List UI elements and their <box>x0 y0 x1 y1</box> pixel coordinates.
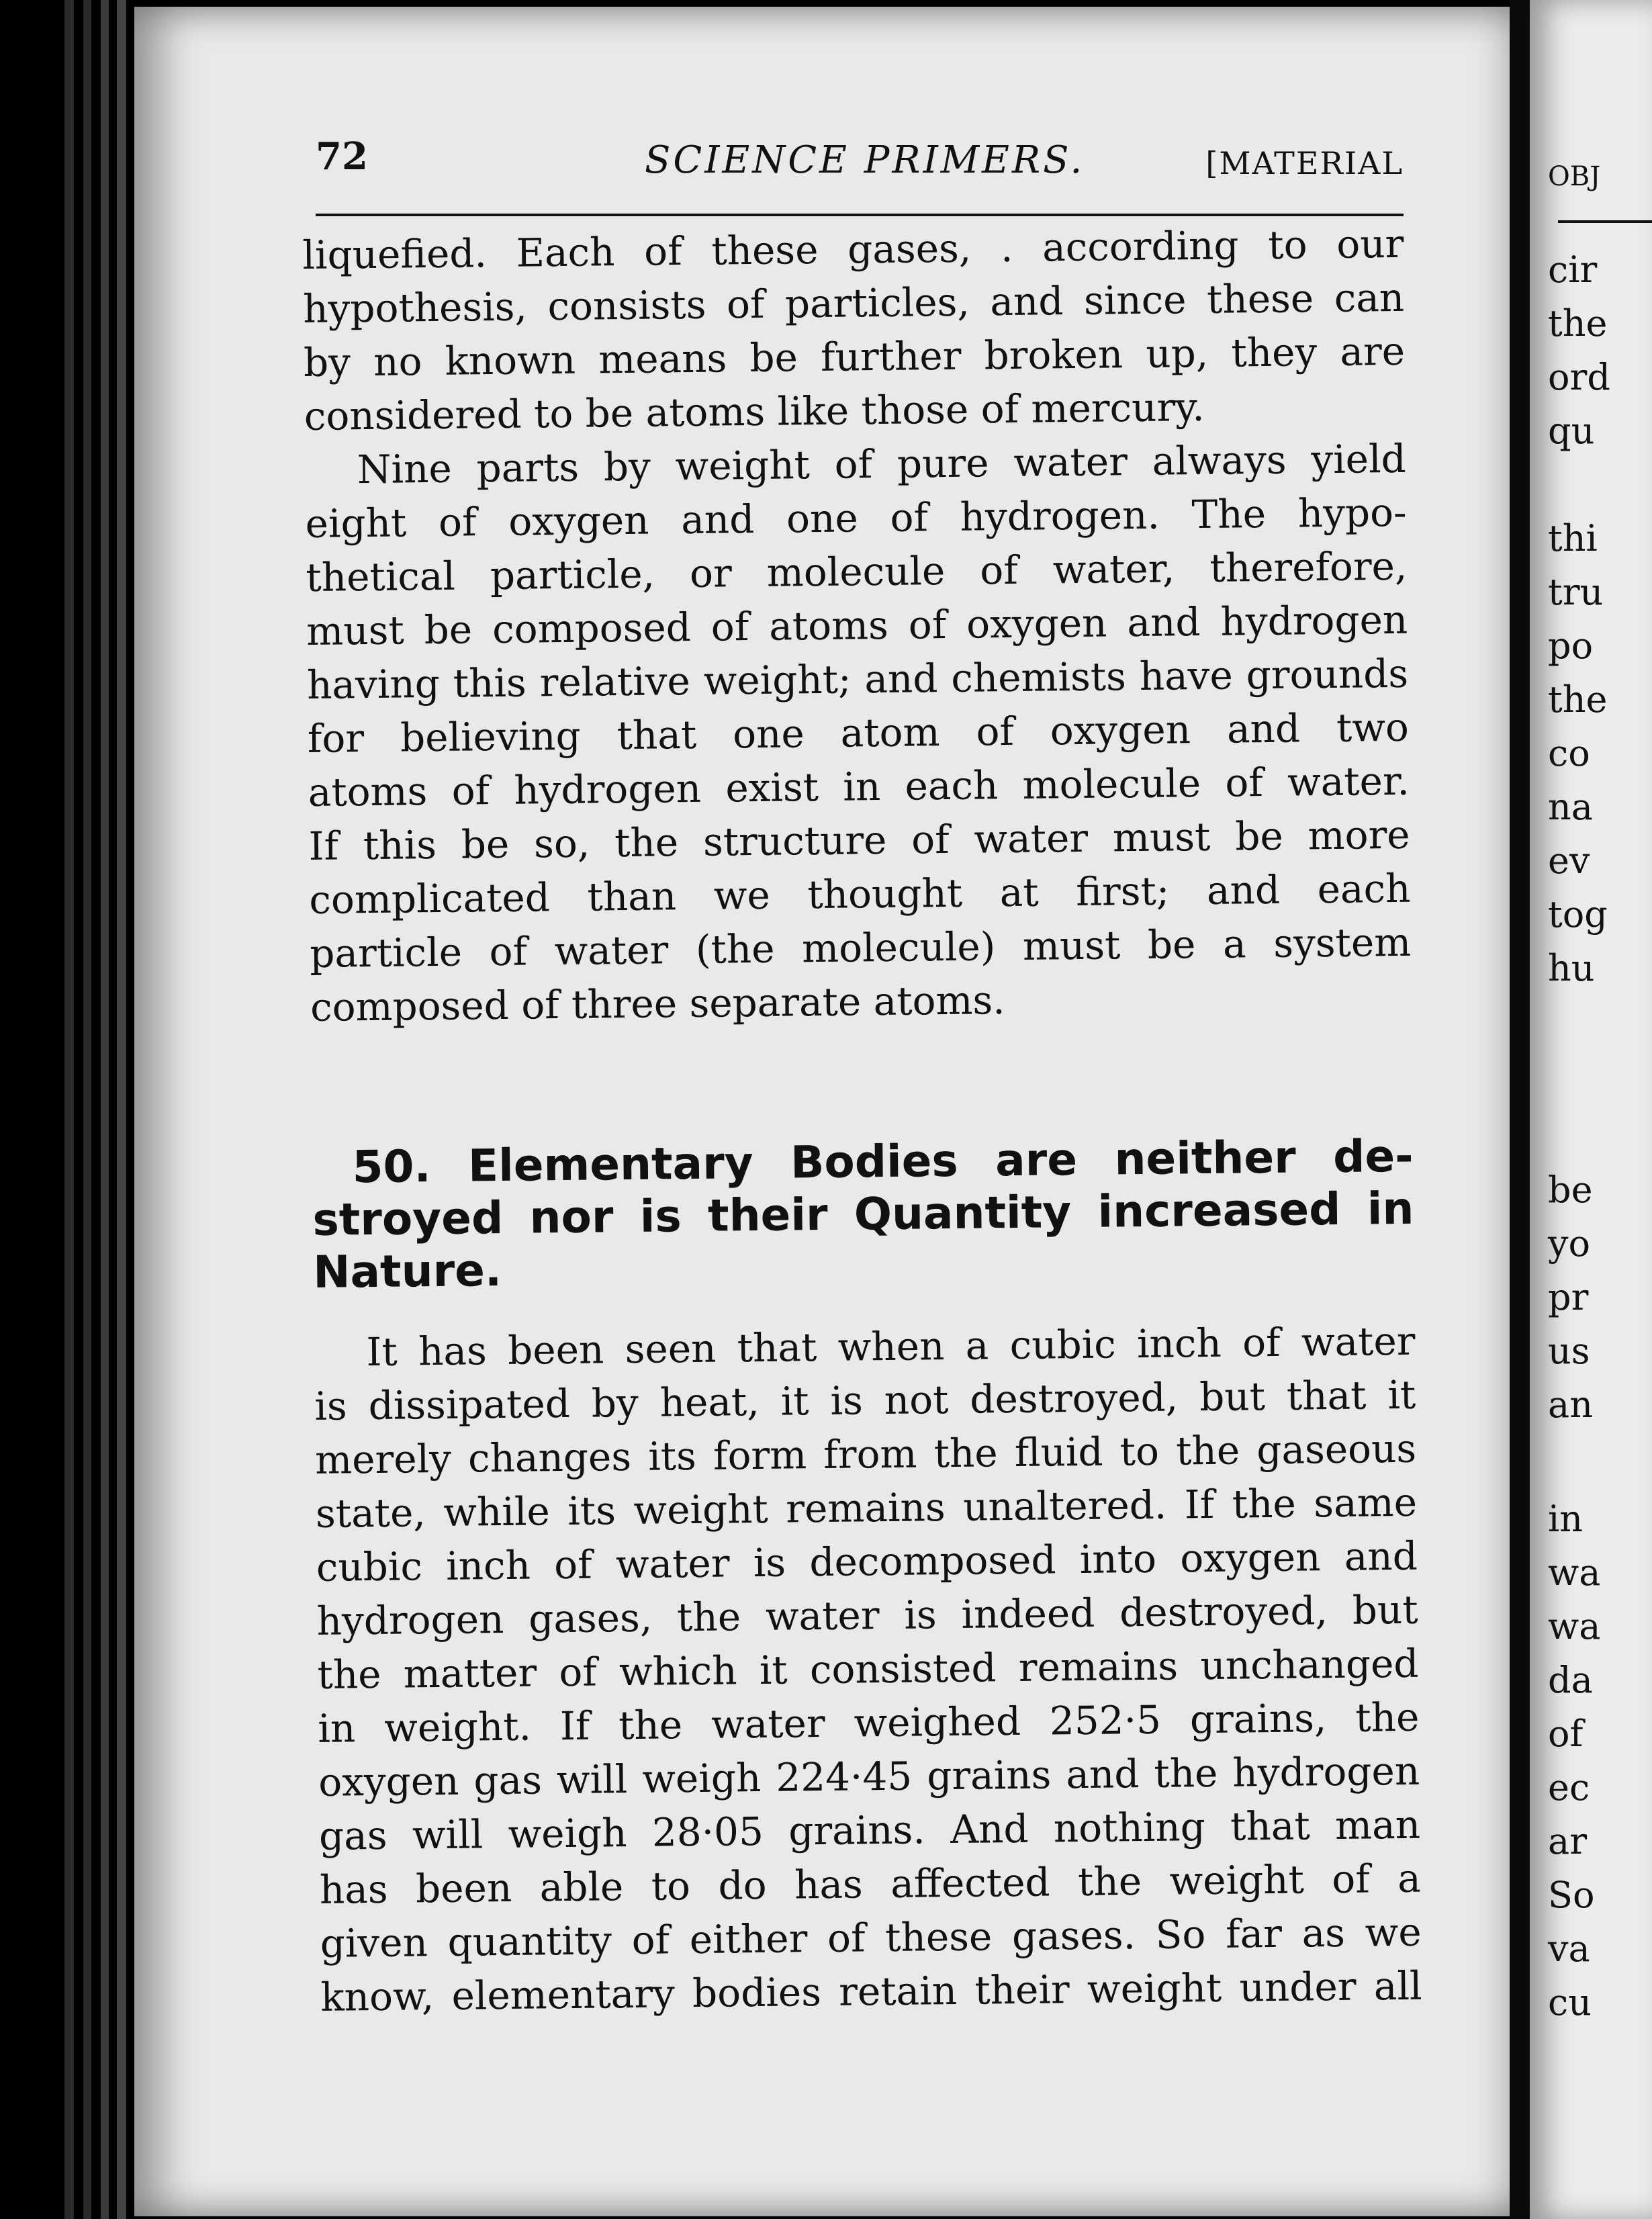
page-gutter <box>1510 0 1530 2219</box>
text-fragment: So <box>1548 1874 1595 1916</box>
text-fragment: an <box>1548 1384 1593 1426</box>
text-fragment: va <box>1548 1928 1590 1970</box>
text-line: particle of water (the molecule) must be a system <box>309 919 1412 977</box>
paragraph <box>314 1314 1422 2024</box>
text-line: considered to be atoms like those of mercury. <box>304 383 1205 439</box>
text-fragment: the <box>1548 302 1608 345</box>
book-edge-strip <box>101 0 109 2219</box>
text-line: It has been seen that when a cubic inch of water <box>366 1318 1416 1375</box>
paragraph <box>302 217 1406 443</box>
text-fragment: na <box>1548 786 1593 828</box>
section-heading <box>312 1130 1414 1299</box>
running-head <box>316 134 1404 195</box>
text-line: having this relative weight; and chemists have grounds <box>306 650 1409 708</box>
paragraph <box>304 432 1412 1034</box>
text-fragment: wa <box>1548 1605 1601 1647</box>
text-line: is dissipated by heat, it is not destroyed, but that it <box>314 1371 1416 1429</box>
text-line: thetical particle, or molecule of water, therefore, <box>306 543 1408 600</box>
text-fragment: tog <box>1548 893 1608 936</box>
text-line: the matter of which it consisted remains unchanged <box>317 1640 1419 1698</box>
text-line: must be composed of atoms of oxygen and hydrogen <box>306 596 1408 654</box>
text-line: hydrogen gases, the water is indeed destroyed, but <box>316 1586 1418 1644</box>
text-line: eight of oxygen and one of hydrogen. The hypo- <box>305 489 1407 547</box>
text-line: state, while its weight remains unaltered. If the same <box>315 1479 1418 1537</box>
text-fragment: ev <box>1548 840 1590 882</box>
text-line: complicated than we thought at first; and each <box>309 865 1411 923</box>
text-fragment: of <box>1548 1713 1584 1755</box>
text-line: Nine parts by weight of pure water always yield <box>357 435 1407 493</box>
text-fragment: us <box>1548 1330 1590 1372</box>
running-section: [MATERIAL <box>1205 145 1404 181</box>
text-fragment: ord <box>1548 356 1610 398</box>
text-fragment: cir <box>1548 248 1598 291</box>
text-fragment: da <box>1548 1659 1593 1701</box>
book-edge-strip <box>64 0 74 2219</box>
text-line: for believing that one atom of oxygen and two <box>307 704 1410 762</box>
text-fragment: ar <box>1548 1820 1588 1862</box>
text-line: composed of three separate atoms. <box>310 977 1006 1030</box>
text-fragment: wa <box>1548 1551 1601 1594</box>
text-fragment: hu <box>1548 947 1595 989</box>
text-line: If this be so, the structure of water must be more <box>308 811 1410 869</box>
heading-line: stroyed nor is their Quantity increased in <box>312 1182 1414 1246</box>
text-line: atoms of hydrogen exist in each molecule of water. <box>308 758 1410 815</box>
running-title: SCIENCE PRIMERS. <box>645 138 1085 182</box>
text-fragment: co <box>1548 732 1590 774</box>
text-fragment: yo <box>1548 1222 1591 1265</box>
text-line: liquefied. Each of these gases, . according to our <box>302 220 1404 278</box>
text-fragment: tru <box>1548 571 1604 613</box>
text-line: gas will weigh 28·05 grains. And nothing that man <box>318 1801 1421 1859</box>
body-text <box>302 217 1422 2024</box>
text-fragment: the <box>1548 678 1608 721</box>
heading-line: 50. Elementary Bodies are neither de- <box>352 1130 1414 1193</box>
text-line: merely changes its form from the fluid to the gaseous <box>314 1425 1417 1483</box>
text-fragment: in <box>1548 1498 1584 1540</box>
text-line: in weight. If the water weighed 252·5 grains, the <box>318 1694 1420 1752</box>
text-line: hypothesis, consists of particles, and since these can <box>302 274 1405 332</box>
book-edge-strip <box>83 0 91 2219</box>
text-line: has been able to do has affected the weight of a <box>319 1855 1422 1913</box>
heading-line: Nature. <box>312 1244 502 1298</box>
text-fragment: ec <box>1548 1766 1590 1809</box>
text-line: cubic inch of water is decomposed into oxygen and <box>316 1533 1418 1590</box>
text-fragment: cu <box>1548 1981 1592 2024</box>
text-fragment: po <box>1548 625 1594 667</box>
text-fragment: be <box>1548 1169 1593 1211</box>
text-line: by no known means be further broken up, they are <box>303 328 1406 386</box>
text-fragment: qu <box>1548 410 1595 452</box>
text-line: given quantity of either of these gases. So far as we <box>320 1909 1422 1966</box>
text-line: oxygen gas will weigh 224·45 grains and the hydrogen <box>318 1748 1420 1805</box>
page-number: 72 <box>316 134 368 179</box>
text-fragment: thi <box>1548 517 1598 559</box>
right-page-header-fragment: OBJ <box>1548 161 1601 192</box>
text-line: know, elementary bodies retain their weight under all <box>320 1962 1422 2020</box>
book-edge-strip <box>117 0 126 2219</box>
header-rule <box>316 214 1404 216</box>
text-fragment: pr <box>1548 1276 1589 1318</box>
right-page-text-fragments <box>1548 0 1652 2219</box>
